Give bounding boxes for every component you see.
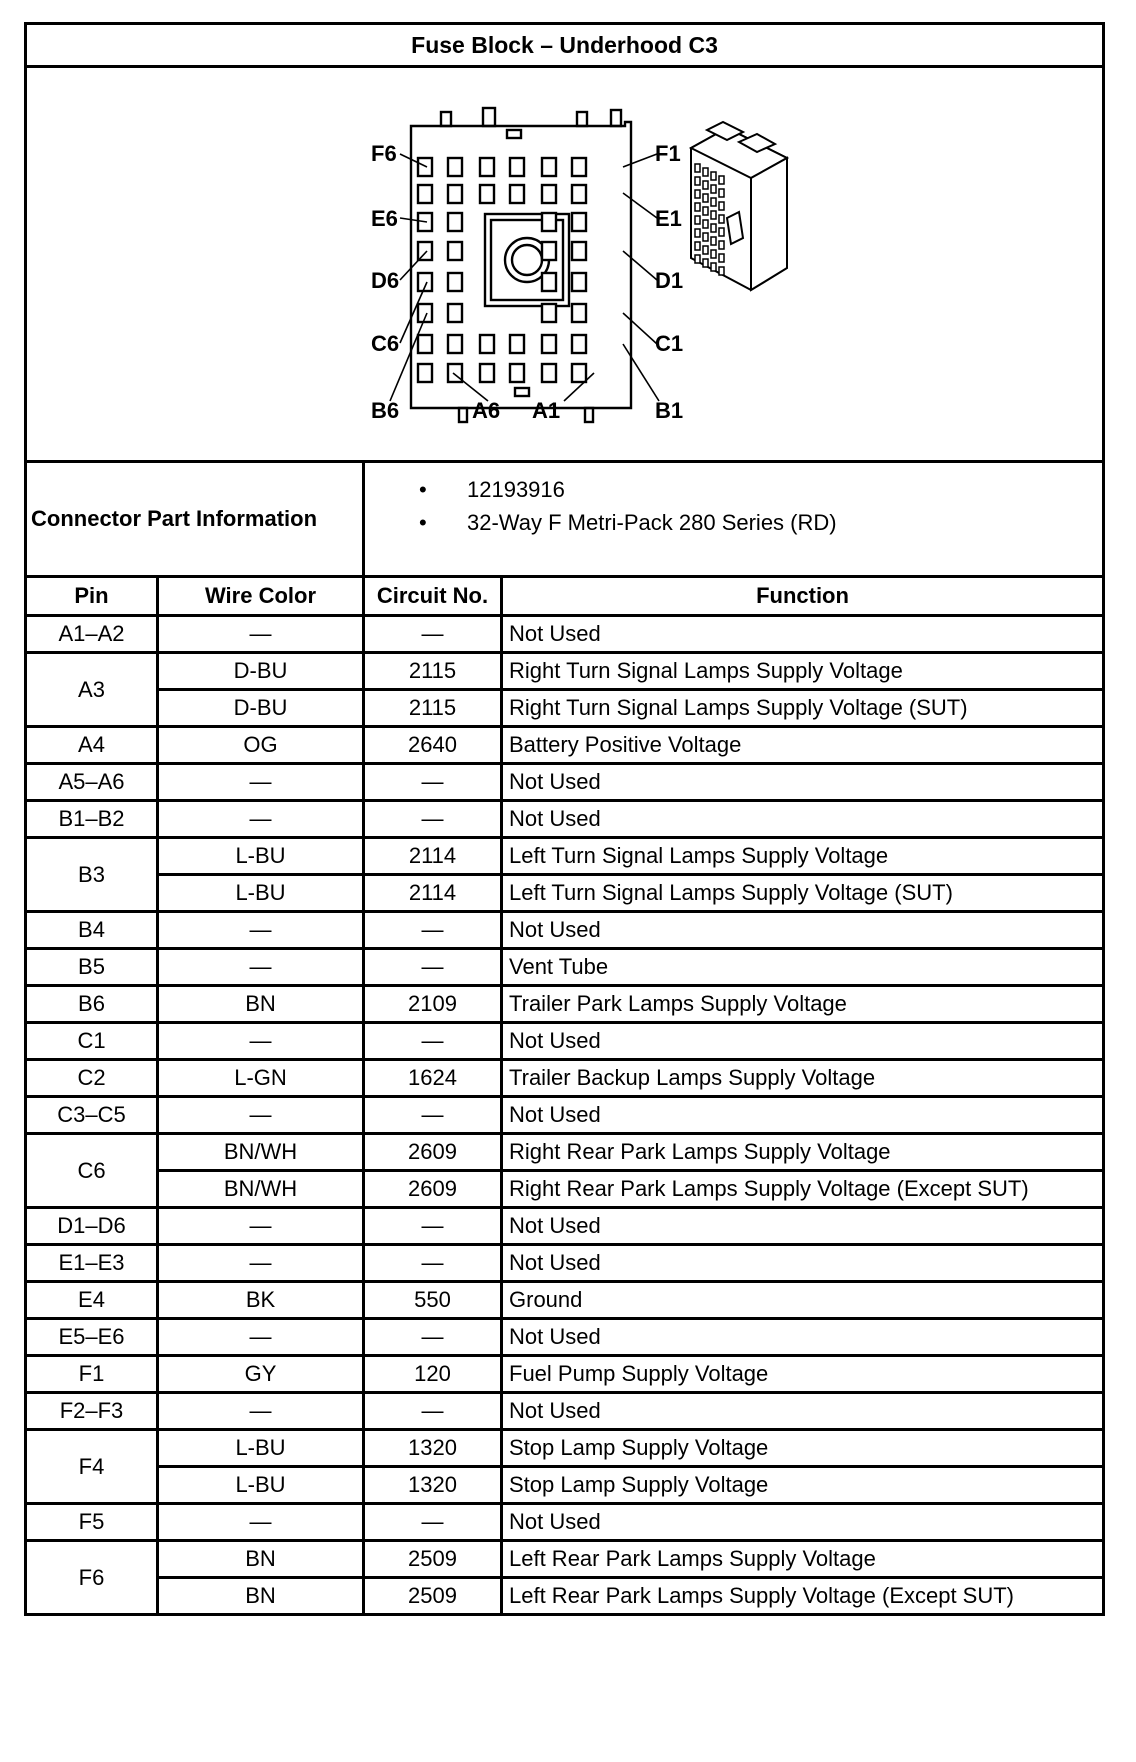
pin-cell: B3 xyxy=(26,838,158,912)
pin-cell: A4 xyxy=(26,727,158,764)
circuit-cell: — xyxy=(364,912,502,949)
iso-cavity xyxy=(703,233,708,241)
iso-cavity xyxy=(719,228,724,236)
wire-color-cell: — xyxy=(158,1245,364,1282)
wire-color-cell: D-BU xyxy=(158,690,364,727)
wire-color-cell: BN xyxy=(158,1541,364,1578)
circuit-cell: — xyxy=(364,1504,502,1541)
label-right-2: E1 xyxy=(655,206,682,231)
pin-cavity xyxy=(510,185,524,203)
wire-color-cell: — xyxy=(158,912,364,949)
iso-cavity xyxy=(703,259,708,267)
circuit-cell: 550 xyxy=(364,1282,502,1319)
table-row xyxy=(26,764,1104,801)
iso-cavity xyxy=(719,267,724,275)
table-row xyxy=(26,801,1104,838)
iso-cavity xyxy=(695,242,700,250)
connector-info-label: Connector Part Information xyxy=(26,462,364,577)
iso-cavity xyxy=(711,185,716,193)
pin-cavity xyxy=(542,364,556,382)
function-cell: Not Used xyxy=(502,616,1104,653)
circuit-cell: — xyxy=(364,801,502,838)
circuit-cell: — xyxy=(364,949,502,986)
pin-cavity xyxy=(542,158,556,176)
iso-cavity xyxy=(711,237,716,245)
leader-line xyxy=(390,313,427,401)
circuit-cell: — xyxy=(364,764,502,801)
label-right-3: D1 xyxy=(655,268,684,293)
function-cell: Right Turn Signal Lamps Supply Voltage xyxy=(502,653,1104,690)
table-header-row xyxy=(26,577,1104,616)
table-title: Fuse Block – Underhood C3 xyxy=(26,24,1104,67)
pin-cavity xyxy=(542,304,556,322)
function-cell: Left Rear Park Lamps Supply Voltage (Except SUT) xyxy=(502,1578,1104,1615)
pin-cavity xyxy=(448,158,462,176)
pin-cavity xyxy=(448,185,462,203)
pin-cell: F4 xyxy=(26,1430,158,1504)
function-cell: Not Used xyxy=(502,1097,1104,1134)
leader-line xyxy=(623,154,657,167)
label-left-2: E6 xyxy=(371,206,398,231)
circuit-cell: 2114 xyxy=(364,838,502,875)
iso-cavity xyxy=(703,207,708,215)
pin-cavity xyxy=(448,213,462,231)
connector-series: • 32-Way F Metri-Pack 280 Series (RD) xyxy=(419,506,1102,539)
pin-cavity xyxy=(480,335,494,353)
label-right-4: C1 xyxy=(655,331,684,356)
pin-cavity xyxy=(572,242,586,260)
wire-color-cell: — xyxy=(158,801,364,838)
function-cell: Not Used xyxy=(502,1393,1104,1430)
pin-cavity xyxy=(542,213,556,231)
leader-line xyxy=(623,193,657,218)
column-header-wire-color: Wire Color xyxy=(158,577,364,616)
function-cell: Not Used xyxy=(502,1319,1104,1356)
table-row xyxy=(26,1430,1104,1467)
pin-cell: B4 xyxy=(26,912,158,949)
iso-cavity xyxy=(695,177,700,185)
function-cell: Left Turn Signal Lamps Supply Voltage (SUT) xyxy=(502,875,1104,912)
function-cell: Battery Positive Voltage xyxy=(502,727,1104,764)
pin-cell: E5–E6 xyxy=(26,1319,158,1356)
wire-color-cell: L-GN xyxy=(158,1060,364,1097)
connector-face-diagram xyxy=(27,68,1102,460)
table-row xyxy=(26,912,1104,949)
wire-color-cell: — xyxy=(158,1208,364,1245)
iso-cavity xyxy=(703,181,708,189)
iso-cavity xyxy=(719,215,724,223)
pin-cell: B1–B2 xyxy=(26,801,158,838)
pin-cavity xyxy=(448,304,462,322)
wire-color-cell: OG xyxy=(158,727,364,764)
function-cell: Right Rear Park Lamps Supply Voltage xyxy=(502,1134,1104,1171)
function-cell: Left Turn Signal Lamps Supply Voltage xyxy=(502,838,1104,875)
circuit-cell: 2109 xyxy=(364,986,502,1023)
column-header-pin: Pin xyxy=(26,577,158,616)
function-cell: Not Used xyxy=(502,1245,1104,1282)
pin-cell: A3 xyxy=(26,653,158,727)
pin-cavity xyxy=(418,364,432,382)
function-cell: Not Used xyxy=(502,764,1104,801)
iso-cavity xyxy=(711,250,716,258)
table-row xyxy=(26,653,1104,690)
pin-cavity xyxy=(572,364,586,382)
pin-cell: F1 xyxy=(26,1356,158,1393)
circuit-cell: 1320 xyxy=(364,1467,502,1504)
table-row xyxy=(26,1134,1104,1171)
connector-table xyxy=(24,22,1105,1616)
function-cell: Left Rear Park Lamps Supply Voltage xyxy=(502,1541,1104,1578)
label-left-5: B6 xyxy=(371,398,400,423)
pin-cell: C6 xyxy=(26,1134,158,1208)
wire-color-cell: BN xyxy=(158,986,364,1023)
pin-cavity xyxy=(572,185,586,203)
circuit-cell: 2609 xyxy=(364,1171,502,1208)
function-cell: Stop Lamp Supply Voltage xyxy=(502,1467,1104,1504)
pin-cavity xyxy=(572,213,586,231)
iso-cavity xyxy=(695,203,700,211)
table-row xyxy=(26,949,1104,986)
wire-color-cell: D-BU xyxy=(158,653,364,690)
pin-cavity xyxy=(572,335,586,353)
table-row xyxy=(26,1504,1104,1541)
connector-tab xyxy=(483,108,495,126)
wire-color-cell: — xyxy=(158,949,364,986)
iso-cavity xyxy=(695,164,700,172)
circuit-cell: — xyxy=(364,1023,502,1060)
pin-cavity xyxy=(542,335,556,353)
label-right-5: B1 xyxy=(655,398,684,423)
circuit-cell: 2509 xyxy=(364,1541,502,1578)
iso-cavity xyxy=(719,254,724,262)
table-row xyxy=(26,616,1104,653)
pin-cell: B5 xyxy=(26,949,158,986)
wire-color-cell: L-BU xyxy=(158,838,364,875)
leader-line xyxy=(623,313,657,344)
table-row xyxy=(26,1208,1104,1245)
table-row xyxy=(26,1171,1104,1208)
table-row xyxy=(26,1356,1104,1393)
leader-line xyxy=(623,251,657,280)
pin-cavity xyxy=(542,185,556,203)
circuit-cell: 2115 xyxy=(364,690,502,727)
circuit-cell: — xyxy=(364,1319,502,1356)
iso-cavity xyxy=(703,168,708,176)
table-row xyxy=(26,1541,1104,1578)
function-cell: Trailer Park Lamps Supply Voltage xyxy=(502,986,1104,1023)
connector-key xyxy=(515,388,529,396)
circuit-cell: 2640 xyxy=(364,727,502,764)
function-cell: Stop Lamp Supply Voltage xyxy=(502,1430,1104,1467)
connector-tab xyxy=(459,408,467,422)
label-bottom-1: A6 xyxy=(472,398,501,423)
table-row xyxy=(26,1578,1104,1615)
wire-color-cell: BN/WH xyxy=(158,1171,364,1208)
wire-color-cell: — xyxy=(158,1504,364,1541)
pin-cell: D1–D6 xyxy=(26,1208,158,1245)
table-row xyxy=(26,1245,1104,1282)
wire-color-cell: — xyxy=(158,1023,364,1060)
function-cell: Right Rear Park Lamps Supply Voltage (Except SUT) xyxy=(502,1171,1104,1208)
iso-cavity xyxy=(695,216,700,224)
table-row xyxy=(26,727,1104,764)
pin-cavity xyxy=(418,185,432,203)
circuit-cell: 120 xyxy=(364,1356,502,1393)
function-cell: Not Used xyxy=(502,1504,1104,1541)
function-cell: Fuel Pump Supply Voltage xyxy=(502,1356,1104,1393)
iso-cavity xyxy=(711,211,716,219)
pin-cavity xyxy=(510,364,524,382)
pin-cell: E4 xyxy=(26,1282,158,1319)
pin-cell: A1–A2 xyxy=(26,616,158,653)
pin-cavity xyxy=(448,242,462,260)
label-bottom-2: A1 xyxy=(532,398,561,423)
iso-cavity xyxy=(695,190,700,198)
iso-cavity xyxy=(703,220,708,228)
table-row xyxy=(26,690,1104,727)
pin-cavity xyxy=(418,158,432,176)
pin-cell: F6 xyxy=(26,1541,158,1615)
iso-cavity xyxy=(711,198,716,206)
iso-cavity xyxy=(703,194,708,202)
table-row xyxy=(26,1097,1104,1134)
pin-cavity xyxy=(418,335,432,353)
iso-cavity xyxy=(719,241,724,249)
connector-info-list xyxy=(364,462,1104,577)
table-row xyxy=(26,1319,1104,1356)
pin-cell: C2 xyxy=(26,1060,158,1097)
wire-color-cell: GY xyxy=(158,1356,364,1393)
circuit-cell: — xyxy=(364,616,502,653)
iso-cavity xyxy=(711,224,716,232)
label-right-1: F1 xyxy=(655,141,681,166)
pin-cell: B6 xyxy=(26,986,158,1023)
connector-key xyxy=(507,130,521,138)
connector-tab xyxy=(611,110,621,126)
circuit-cell: — xyxy=(364,1208,502,1245)
pin-cell: F5 xyxy=(26,1504,158,1541)
iso-cavity xyxy=(695,229,700,237)
function-cell: Not Used xyxy=(502,912,1104,949)
connector-tab xyxy=(441,112,451,126)
leader-line xyxy=(623,344,659,401)
iso-cavity xyxy=(711,172,716,180)
function-cell: Ground xyxy=(502,1282,1104,1319)
wire-color-cell: L-BU xyxy=(158,875,364,912)
wire-color-cell: — xyxy=(158,1319,364,1356)
pin-cavity xyxy=(572,273,586,291)
pin-cavity xyxy=(480,185,494,203)
circuit-cell: 2609 xyxy=(364,1134,502,1171)
label-left-3: D6 xyxy=(371,268,400,293)
connector-tab xyxy=(585,408,593,422)
circuit-cell: 1624 xyxy=(364,1060,502,1097)
table-row xyxy=(26,1393,1104,1430)
wire-color-cell: L-BU xyxy=(158,1430,364,1467)
function-cell: Not Used xyxy=(502,801,1104,838)
iso-cavity xyxy=(695,255,700,263)
iso-cavity xyxy=(703,246,708,254)
function-cell: Not Used xyxy=(502,1208,1104,1245)
table-row xyxy=(26,1282,1104,1319)
iso-cavity xyxy=(719,202,724,210)
circuit-cell: 1320 xyxy=(364,1430,502,1467)
circuit-cell: — xyxy=(364,1097,502,1134)
iso-cavity xyxy=(719,176,724,184)
pin-cavity xyxy=(510,335,524,353)
table-row xyxy=(26,875,1104,912)
iso-cavity xyxy=(711,263,716,271)
table-row xyxy=(26,986,1104,1023)
circuit-cell: 2114 xyxy=(364,875,502,912)
pin-cavity xyxy=(510,158,524,176)
pin-cavity xyxy=(542,242,556,260)
fuse-block-sheet xyxy=(24,22,1105,1740)
column-header-circuit: Circuit No. xyxy=(364,577,502,616)
pin-cavity xyxy=(572,304,586,322)
pin-cell: C1 xyxy=(26,1023,158,1060)
function-cell: Not Used xyxy=(502,1023,1104,1060)
wire-color-cell: — xyxy=(158,1393,364,1430)
table-row xyxy=(26,1060,1104,1097)
connector-figure xyxy=(26,67,1104,462)
iso-cavity xyxy=(719,189,724,197)
wire-color-cell: — xyxy=(158,616,364,653)
pin-cell: C3–C5 xyxy=(26,1097,158,1134)
circuit-cell: — xyxy=(364,1245,502,1282)
table-row xyxy=(26,1467,1104,1504)
wire-color-cell: L-BU xyxy=(158,1467,364,1504)
circuit-cell: — xyxy=(364,1393,502,1430)
pin-cavity xyxy=(448,273,462,291)
pin-cell: F2–F3 xyxy=(26,1393,158,1430)
connector-tab xyxy=(577,112,587,126)
label-left-1: F6 xyxy=(371,141,397,166)
column-header-function: Function xyxy=(502,577,1104,616)
pin-cavity xyxy=(572,158,586,176)
function-cell: Right Turn Signal Lamps Supply Voltage (SUT) xyxy=(502,690,1104,727)
pin-cavity xyxy=(542,273,556,291)
circuit-cell: 2115 xyxy=(364,653,502,690)
function-cell: Vent Tube xyxy=(502,949,1104,986)
pin-cavity xyxy=(448,335,462,353)
wire-color-cell: — xyxy=(158,1097,364,1134)
wire-color-cell: — xyxy=(158,764,364,801)
function-cell: Trailer Backup Lamps Supply Voltage xyxy=(502,1060,1104,1097)
pin-cavity xyxy=(480,364,494,382)
pin-cell: A5–A6 xyxy=(26,764,158,801)
pin-cell: E1–E3 xyxy=(26,1245,158,1282)
pin-cavity xyxy=(480,158,494,176)
table-row xyxy=(26,1023,1104,1060)
circuit-cell: 2509 xyxy=(364,1578,502,1615)
center-post-inner xyxy=(512,245,542,275)
wire-color-cell: BN xyxy=(158,1578,364,1615)
connector-part-number: • 12193916 xyxy=(419,473,1102,506)
table-row xyxy=(26,838,1104,875)
label-left-4: C6 xyxy=(371,331,400,356)
wire-color-cell: BN/WH xyxy=(158,1134,364,1171)
wire-color-cell: BK xyxy=(158,1282,364,1319)
